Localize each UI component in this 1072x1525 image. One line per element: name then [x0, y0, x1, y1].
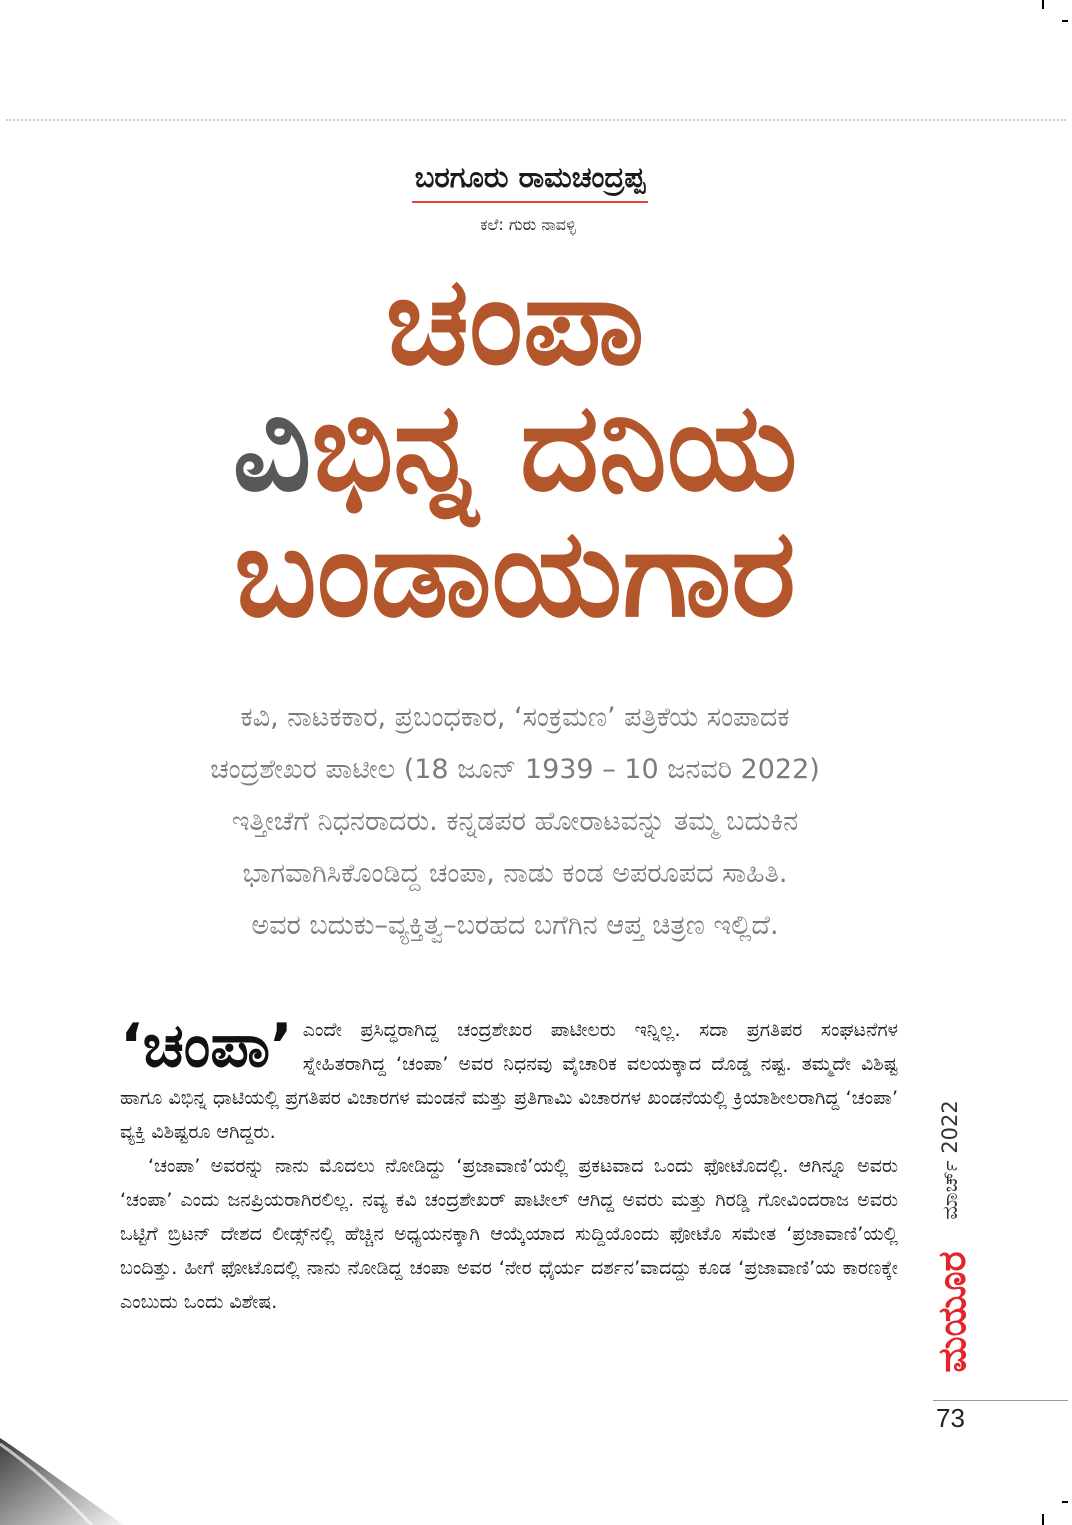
- crop-mark: [1062, 20, 1068, 22]
- crop-mark: [1042, 1514, 1044, 1525]
- headline: [100, 250, 930, 644]
- standfirst: [80, 692, 950, 952]
- drop-word: ‘ಚಂಪಾ’: [120, 1011, 293, 1081]
- art-credit: ಕಲೆ: ಗುರು ನಾವಳ್ಳಿ: [480, 215, 576, 234]
- crop-mark: [1042, 0, 1044, 9]
- page-number: 73: [936, 1403, 965, 1433]
- crop-mark: [1062, 1501, 1068, 1503]
- headline-line-2: [100, 376, 930, 518]
- issue-date: ಮಾರ್ಚ್ 2022: [938, 1100, 962, 1220]
- standfirst-line: ಭಾಗವಾಗಿಸಿಕೊಂಡಿದ್ದ ಚಂಪಾ, ನಾಡು ಕಂಡ ಅಪರೂಪದ ಸಾಹಿತಿ.: [242, 858, 788, 889]
- standfirst-line: ಕವಿ, ನಾಟಕಕಾರ, ಪ್ರಬಂಧಕಾರ, ‘ಸಂಕ್ರಮಣ’ ಪತ್ರಿಕೆಯ ಸಂಪಾದಕ: [240, 702, 790, 733]
- dotted-divider: [6, 119, 1066, 121]
- headline-line-1: ಚಂಪಾ: [385, 250, 645, 392]
- page-curl-shadow: [0, 1430, 140, 1525]
- page-curl-shape: [0, 1438, 124, 1525]
- headline-line-2-rest: ಭಿನ್ನ ದನಿಯ: [311, 376, 798, 518]
- headline-line-3: ಬಂಡಾಯಗಾರ: [234, 502, 796, 644]
- body-paragraph-1: [120, 1013, 898, 1149]
- author-name: ಬರಗೂರು ರಾಮಚಂದ್ರಪ್ಪ: [412, 156, 648, 203]
- magazine-logo: ಮಯೂರ: [930, 1251, 974, 1373]
- byline: [0, 156, 1060, 203]
- standfirst-line: ಚಂದ್ರಶೇಖರ ಪಾಟೀಲ (18 ಜೂನ್ 1939 – 10 ಜನವರಿ 2022): [210, 754, 820, 785]
- article-body: [120, 1013, 898, 1319]
- standfirst-line: ಅವರ ಬದುಕು–ವ್ಯಕ್ತಿತ್ವ–ಬರಹದ ಬಗೆಗಿನ ಆಪ್ತ ಚಿತ್ರಣ ಇಲ್ಲಿದೆ.: [251, 910, 779, 941]
- body-paragraph-2: ‘ಚಂಪಾ’ ಅವರನ್ನು ನಾನು ಮೊದಲು ನೋಡಿದ್ದು ‘ಪ್ರಜಾವಾಣಿ’ಯಲ್ಲಿ ಪ್ರಕಟವಾದ ಒಂದು ಫೋಟೊದಲ್ಲಿ. ಆಗಿನ್ನೂ ಅವರು ‘ಚಂಪಾ’ ಎಂದು ಜನಪ್ರಿಯರಾಗಿರಲಿಲ್ಲ. ನವ್ಯ ಕವಿ ಚಂದ್ರಶೇಖರ್ ಪಾಟೀಲ್ ಆಗಿದ್ದ ಅವರು ಮತ್ತು ಗಿರಡ್ಡಿ ಗೋವಿಂದರಾಜ ಅವರು ಒಟ್ಟಿಗೆ ಬ್ರಿಟನ್ ದೇಶದ ಲೀಡ್ಸ್‌ನಲ್ಲಿ ಹೆಚ್ಚಿನ ಅಧ್ಯಯನಕ್ಕಾಗಿ ಆಯ್ಕೆಯಾದ ಸುದ್ದಿಯೊಂದು ಫೋಟೊ ಸಮೇತ ‘ಪ್ರಜಾವಾಣಿ’ಯಲ್ಲಿ ಬಂದಿತ್ತು. ಹೀಗೆ ಫೋಟೊದಲ್ಲಿ ನಾನು ನೋಡಿದ್ದ ಚಂಪಾ ಅವರ ‘ನೇರ ಧೈರ್ಯ ದರ್ಶನ’ವಾದದ್ದು ಕೂಡ ‘ಪ್ರಜಾವಾಣಿ’ಯ ಕಾರಣಕ್ಕೇ ಎಂಬುದು ಒಂದು ವಿಶೇಷ.: [120, 1155, 898, 1313]
- body-paragraph-1-text: ಎಂದೇ ಪ್ರಸಿದ್ಧರಾಗಿದ್ದ ಚಂದ್ರಶೇಖರ ಪಾಟೀಲರು ಇನ್ನಿಲ್ಲ. ಸದಾ ಪ್ರಗತಿಪರ ಸಂಘಟನೆಗಳ ಸ್ನೇಹಿತರಾಗಿದ್ದ ‘ಚಂಪಾ’ ಅವರ ನಿಧನವು ವೈಚಾರಿಕ ವಲಯಕ್ಕಾದ ದೊಡ್ಡ ನಷ್ಟ. ತಮ್ಮದೇ ವಿಶಿಷ್ಟ ಹಾಗೂ ವಿಭಿನ್ನ ಧಾಟಿಯಲ್ಲಿ ಪ್ರಗತಿಪರ ವಿಚಾರಗಳ ಮಂಡನೆ ಮತ್ತು ಪ್ರತಿಗಾಮಿ ವಿಚಾರಗಳ ಖಂಡನೆಯಲ್ಲಿ ಕ್ರಿಯಾಶೀಲರಾಗಿದ್ದ ‘ಚಂಪಾ’ ವ್ಯಕ್ತಿ ವಿಶಿಷ್ಟರೂ ಆಗಿದ್ದರು.: [120, 1019, 898, 1143]
- folio-rule: [933, 1400, 1068, 1401]
- standfirst-line: ಇತ್ತೀಚೆಗೆ ನಿಧನರಾದರು. ಕನ್ನಡಪರ ಹೋರಾಟವನ್ನು ತಮ್ಮ ಬದುಕಿನ: [231, 806, 799, 837]
- headline-accent-letter: ವಿ: [232, 376, 312, 518]
